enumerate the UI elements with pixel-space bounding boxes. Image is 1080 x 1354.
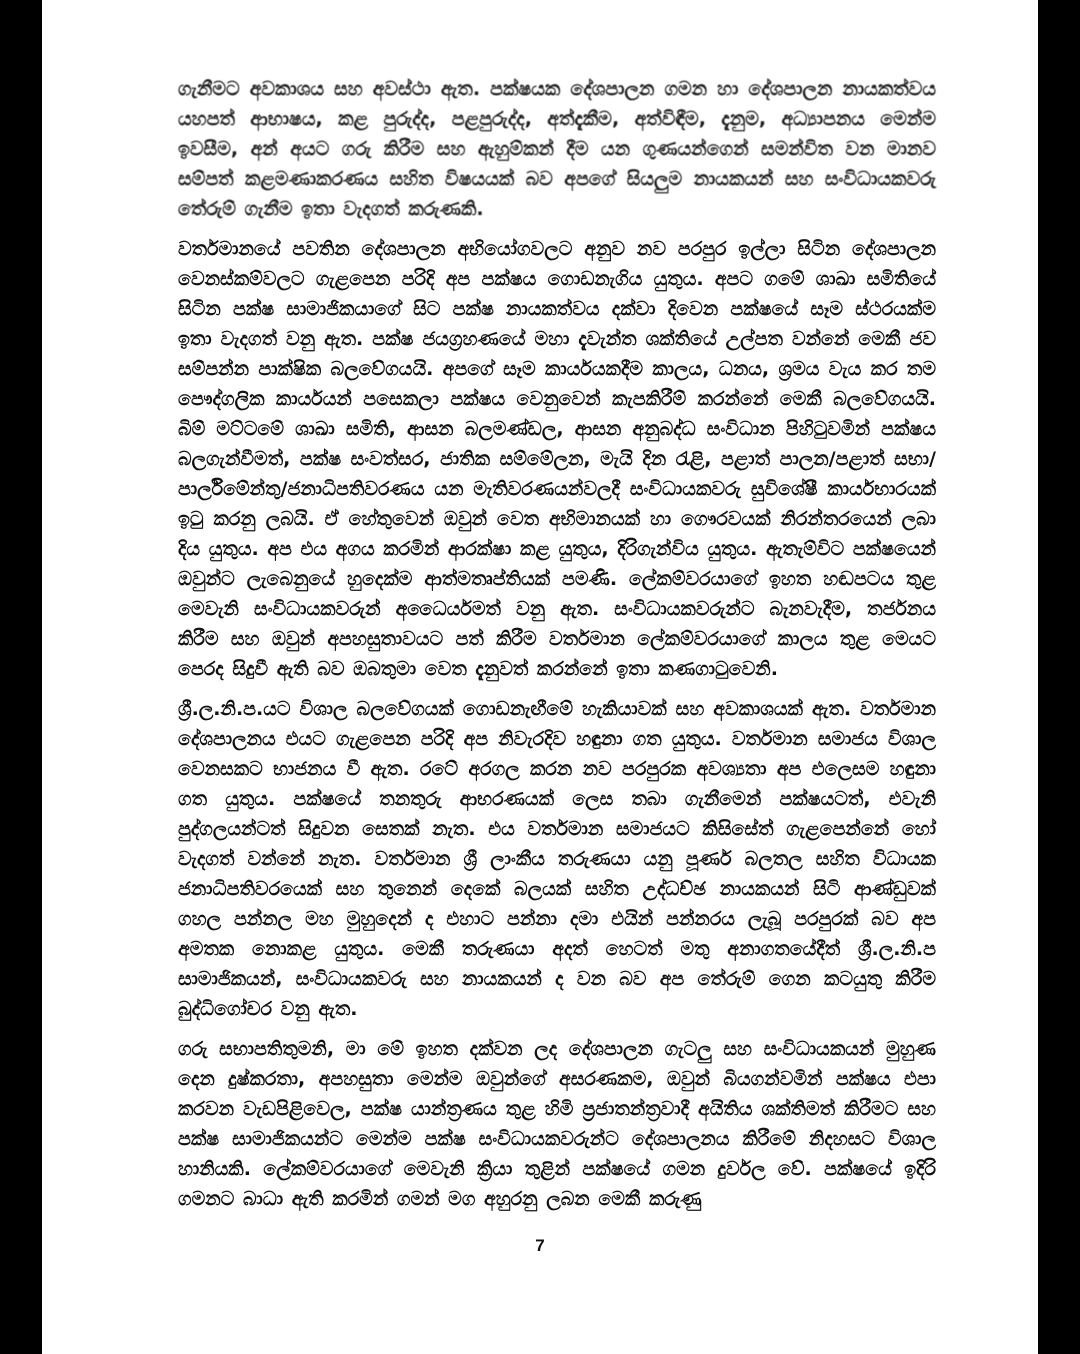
document-page bbox=[42, 0, 1038, 1354]
paragraph-1: ගැනීමට අවකාශය සහ අවස්ථා ඇත. පක්ෂයක දේශපාලන ගමන හා දේශපාලන නායකත්වය යහපත් ආභාෂය, කළ පුරුද්ද, පළපුරුද්ද, අත්දැකීම, අත්විඳීම, දැනුම, අධ්‍යාපනය මෙන්ම ඉවසීම, අන් අයට ගරු කිරීම සහ ඇහුම්කන් දීම යන ගුණයන්ගෙන් සමන්විත වන මානව සම්පත් කළමණාකරණය සහිත විෂයයක් බව අපගේ සියලුම නායකයන් සහ සංවිධායකවරු තේරුම් ගැනීම ඉතා වැදගත් කරුණකි. bbox=[178, 78, 936, 220]
page-number: 7 bbox=[535, 1236, 545, 1255]
body-text bbox=[178, 74, 936, 1224]
paragraph-2: වර්තමානයේ පවතින දේශපාලන අභියෝගවලට අනුව නව පරපුර ඉල්ලා සිටින දේශපාලන වෙනස්කම්වලට ගැළපෙන පරිදි අප පක්ෂය ගොඩනැගිය යුතුය. අපට ගමේ ශාඛා සමිතියේ සිටින පක්ෂ සාමාජිකයාගේ සිට පක්ෂ නායකත්වය දක්වා දිවෙන පක්ෂයේ සෑම ස්ථරයක්ම ඉතා වැදගත් වනු ඇත. පක්ෂ ජයග්‍රහණයේ මහා දැවැන්ත ශක්තියේ උල්පත වන්නේ මෙකී ජව සම්පන්න පාක්ෂික බලවේගයයි. අපගේ සෑම කාර්යයකදීම කාලය, ධනය, ශ්‍රමය වැය කර තම පෞද්ගලික කාර්යයන් පසෙකලා පක්ෂය වෙනුවෙන් කැපකිරීම් කරන්නේ මෙකී බලවේගයයි. බිම් මට්ටමේ ශාඛා සමිති, ආසන බලමණ්ඩල, ආසන අනුබද්ධ සංවිධාන පිහිටුවමින් පක්ෂය බලගැන්වීමත්, පක්ෂ සංවත්සර, ජාතික සම්මේලන, මැයි දින රැළි, පළාත් පාලන/පළාත් සභා/පාර්ලිමේන්තු/ජනාධිපතිවරණය යන මැතිවරණයන්වලදී සංවිධායකවරු සුවිශේෂී කාර්යභාරයක් ඉටු කරනු ලබයි. ඒ හේතුවෙන් ඔවුන් වෙත අභිමානයක් හා ගෞරවයක් නිරන්තරයෙන් ලබා දිය යුතුය. අප එය අගය කරමින් ආරක්ෂා කළ යුතුය, දිරිගැන්විය යුතුය. ඇතැම්විට පක්ෂයෙන් ඔවුන්ට ලැබෙනුයේ හුදෙක්ම ආත්මතෘප්තියක් පමණි. ලේකම්වරයාගේ ඉහත හඬපටය තුළ මෙවැනි සංවිධායකවරුන් අධෛර්යමත් වනු ඇත. සංවිධායකවරුන්ට බැනවැදීම, තර්ජනය කිරීම සහ ඔවුන් අපහසුතාවයට පත් කිරීම වර්තමාන ලේකම්වරයාගේ කාලය තුළ මෙයට පෙරද සිදුවී ඇති බව ඔබතුමා වෙත දැනුවත් කරන්නේ ඉතා කණගාටුවෙනි. bbox=[178, 238, 936, 680]
paragraph-3: ශ්‍රී.ල.නි.ප.යට විශාල බලවේගයක් ගොඩනැඟීමේ හැකියාවක් සහ අවකාශයක් ඇත. වර්තමාන දේශපාලනය එයට ගැළපෙන පරිදි අප නිවැරදිව හඳුනා ගත යුතුය. වර්තමාන සමාජය විශාල වෙනසකට භාජනය වී ඇත. රටේ අරගල කරන නව පරපුරක අවශ්‍යතා අප එලෙසම හඳුනා ගත යුතුය. පක්ෂයේ තනතුරු ආභරණයක් ලෙස තබා ගැනීමෙන් පක්ෂයටත්, එවැනි පුද්ගලයන්ටත් සිදුවන සෙතක් නැත. එය වර්තමාන සමාජයට කිසිසේත් ගැළපෙන්නේ හෝ වැදගත් වන්නේ නැත. වර්තමාන ශ්‍රී ලාංකීය තරුණයා යනු පූර්ණ බලතල සහිත විධායක ජනාධිපතිවරයෙක් සහ තුනෙන් දෙකේ බලයක් සහිත උද්ධච්ඡ නායකයන් සිටි ආණ්ඩුවක් ගහල පන්නල මහ මුහුදෙන් ද එහාට පන්නා දමා එයින් පන්නරය ලැබූ පරපුරක් බව අප අමතක නොකළ යුතුය. මෙකී තරුණයා අදත් හෙටත් මතු අනාගතයේදීත් ශ්‍රී.ල.නි.ප සාමාජිකයන්, සංවිධායකවරු සහ නායකයන් ද වන බව අප තේරුම් ගෙන කටයුතු කිරීම බුද්ධිගෝචර වනු ඇත. bbox=[178, 698, 936, 1020]
paragraph-4: ගරු සභාපතිතුමනි, මා මේ ඉහත දක්වන ලද දේශපාලන ගැටලු සහ සංවිධායකයන් මුහුණ දෙන දුෂ්කරතා, අපහසුතා මෙන්ම ඔවුන්ගේ අසරණකම, ඔවුන් බියගන්වමින් පක්ෂය එපා කරවන වැඩපිළිවෙල, පක්ෂ යාන්ත්‍රණය තුළ හිමි ප්‍රජාතන්ත්‍රවාදී අයිතිය ශක්තිමත් කිරීමට සහ පක්ෂ සාමාජිකයන්ට මෙන්ම පක්ෂ සංවිධායකවරුන්ට දේශපාලනය කිරීමේ නිදහසට විශාල හානියකි. ලේකම්වරයාගේ මෙවැනි ක්‍රියා තුළින් පක්ෂයේ ගමන දුර්වල වේ. පක්ෂයේ ඉදිරි ගමනට බාධා ඇති කරමින් ගමන් මග අහුරනු ලබන මෙකී කරුණු bbox=[178, 1038, 936, 1210]
